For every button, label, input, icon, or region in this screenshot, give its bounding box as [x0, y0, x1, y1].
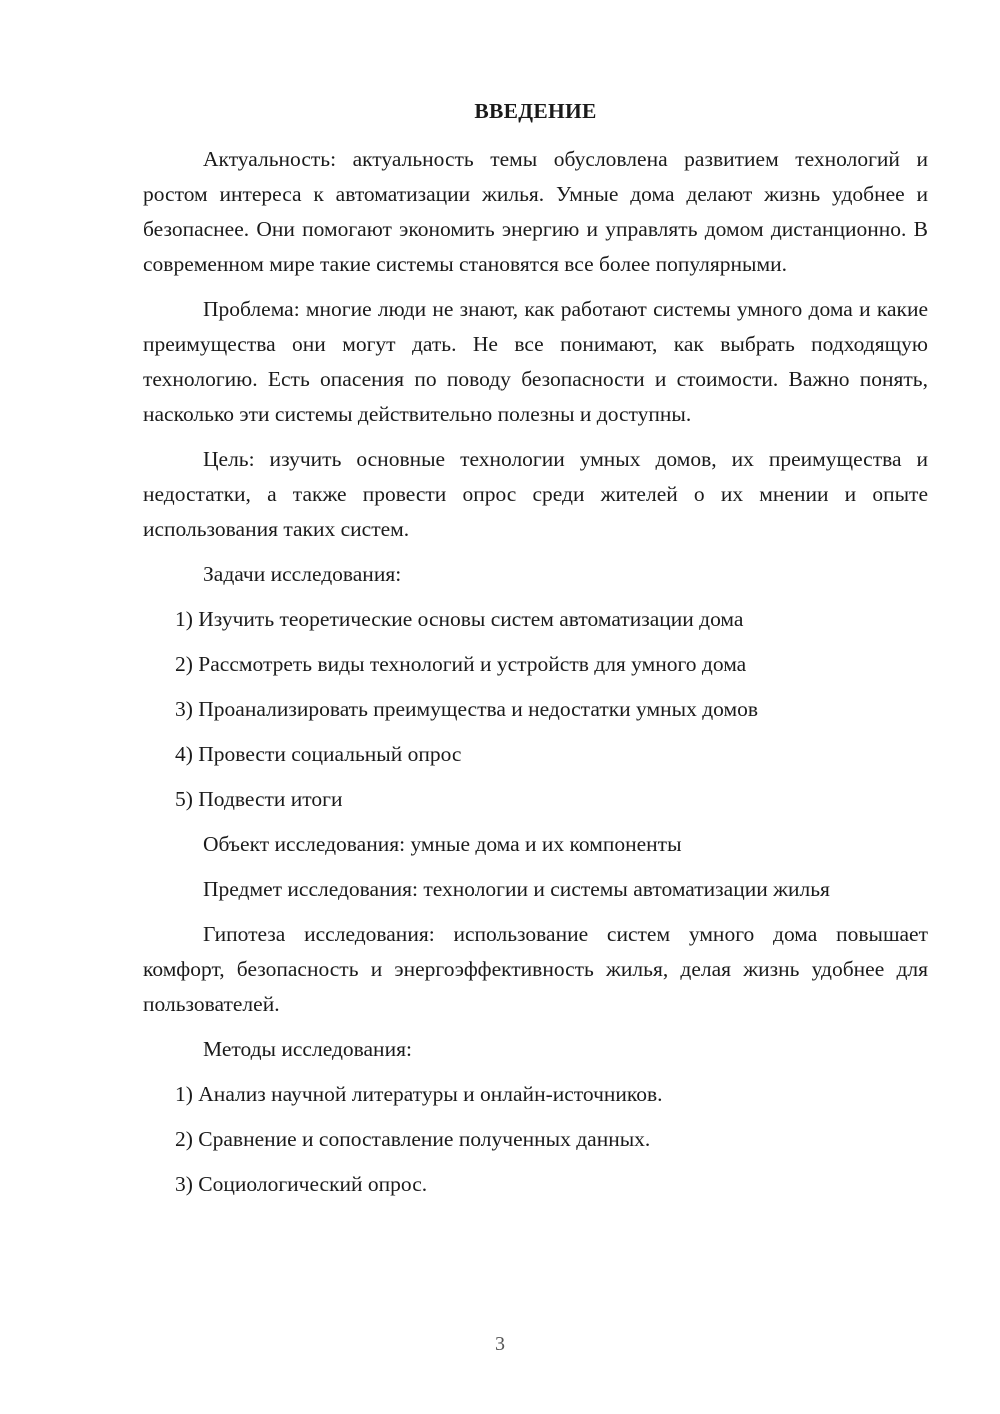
- relevance-paragraph: Актуальность: актуальность темы обусловлена развитием технологий и ростом интереса к автоматизации жилья. Умные дома делают жизнь удобнее и безопаснее. Они помогают экономить энергию и управлять домом дистанционно. В современном мире такие системы становятся все более популярными.: [143, 147, 928, 276]
- section-heading: ВВЕДЕНИЕ: [474, 99, 597, 123]
- goal-paragraph: Цель: изучить основные технологии умных домов, их преимущества и недостатки, а также провести опрос среди жителей о их мнении и опыте использования таких систем.: [143, 447, 928, 541]
- task-item-2: 2) Рассмотреть виды технологий и устройств для умного дома: [175, 652, 747, 676]
- page-number: 3: [495, 1333, 505, 1355]
- method-item-3: 3) Социологический опрос.: [175, 1172, 428, 1196]
- method-item-2: 2) Сравнение и сопоставление полученных данных.: [175, 1127, 651, 1151]
- method-item-1: 1) Анализ научной литературы и онлайн-источников.: [175, 1082, 663, 1106]
- research-object: Объект исследования: умные дома и их компоненты: [203, 832, 682, 856]
- research-subject: Предмет исследования: технологии и системы автоматизации жилья: [203, 877, 830, 901]
- tasks-title: Задачи исследования:: [203, 562, 402, 586]
- problem-paragraph: Проблема: многие люди не знают, как работают системы умного дома и какие преимущества они могут дать. Не все понимают, как выбрать подходящую технологию. Есть опасения по поводу безопасности и стоимости. Важно понять, насколько эти системы действительно полезны и доступны.: [143, 297, 928, 426]
- task-item-4: 4) Провести социальный опрос: [175, 742, 462, 766]
- task-item-3: 3) Проанализировать преимущества и недостатки умных домов: [175, 697, 758, 721]
- task-item-5: 5) Подвести итоги: [175, 787, 343, 811]
- task-item-1: 1) Изучить теоретические основы систем автоматизации дома: [175, 607, 744, 631]
- document-page: [143, 94, 928, 1212]
- methods-title: Методы исследования:: [203, 1037, 412, 1061]
- hypothesis-paragraph: Гипотеза исследования: использование систем умного дома повышает комфорт, безопасность и энергоэффективность жилья, делая жизнь удобнее для пользователей.: [143, 922, 928, 1016]
